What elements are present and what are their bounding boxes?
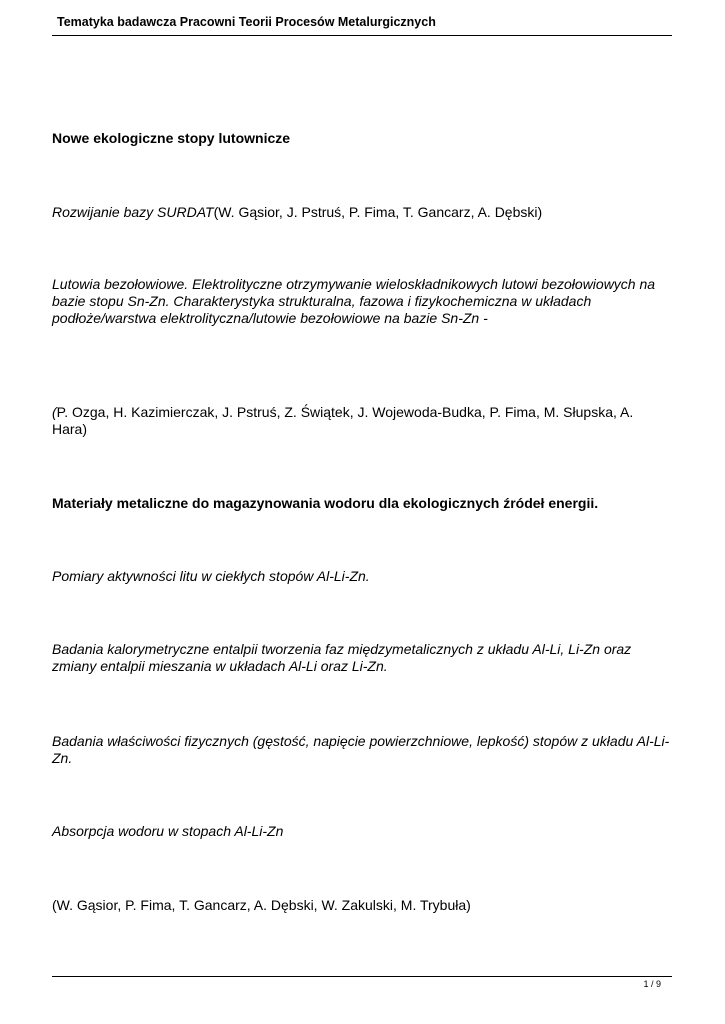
- ozga-authors-paragraph: [52, 404, 672, 438]
- surdat-authors: (W. Gąsior, J. Pstruś, P. Fima, T. Gancarz, A. Dębski): [213, 204, 543, 220]
- section-title-hydrogen: Materiały metaliczne do magazynowania wodoru dla ekologicznych źródeł energii.: [52, 495, 599, 511]
- lithium-activity-paragraph: Pomiary aktywności litu w ciekłych stopów Al-Li-Zn.: [52, 568, 370, 584]
- calorimetric-paragraph: Badania kalorymetryczne entalpii tworzenia faz międzymetalicznych z układu Al-Li, Li-Zn oraz zmiany entalpii mieszania w układach Al-Li oraz Li-Zn.: [52, 641, 632, 674]
- footer-divider: [52, 976, 672, 977]
- page-number: 1 / 9: [643, 979, 661, 989]
- surdat-topic: Rozwijanie bazy SURDAT: [52, 204, 214, 220]
- header-divider: [52, 35, 672, 36]
- ozga-open-paren: (: [52, 404, 57, 420]
- section-title-solders: Nowe ekologiczne stopy lutownicze: [52, 130, 291, 146]
- surdat-paragraph: [52, 204, 672, 221]
- final-authors-paragraph: (W. Gąsior, P. Fima, T. Gancarz, A. Dębski, W. Zakulski, M. Trybuła): [52, 897, 471, 913]
- ozga-authors: P. Ozga, H. Kazimierczak, J. Pstruś, Z. Świątek, J. Wojewoda-Budka, P. Fima, M. Słupska, A. Hara): [52, 404, 634, 437]
- physical-properties-paragraph: Badania właściwości fizycznych (gęstość, napięcie powierzchniowe, lepkość) stopów z układu Al-Li-Zn.: [52, 733, 670, 766]
- hydrogen-absorption-paragraph: Absorpcja wodoru w stopach Al-Li-Zn: [52, 823, 284, 839]
- lead-free-solders-paragraph: Lutowia bezołowiowe. Elektrolityczne otrzymywanie wieloskładnikowych lutowi bezołowiowych na bazie stopu Sn-Zn. Charakterystyka strukturalna, fazowa i fizykochemiczna w układach podłoże/warstwa elektrolityczna/lutowie bezołowiowe na bazie Sn-Zn -: [52, 276, 656, 326]
- header-title: Tematyka badawcza Pracowni Teorii Procesów Metalurgicznych: [57, 15, 436, 29]
